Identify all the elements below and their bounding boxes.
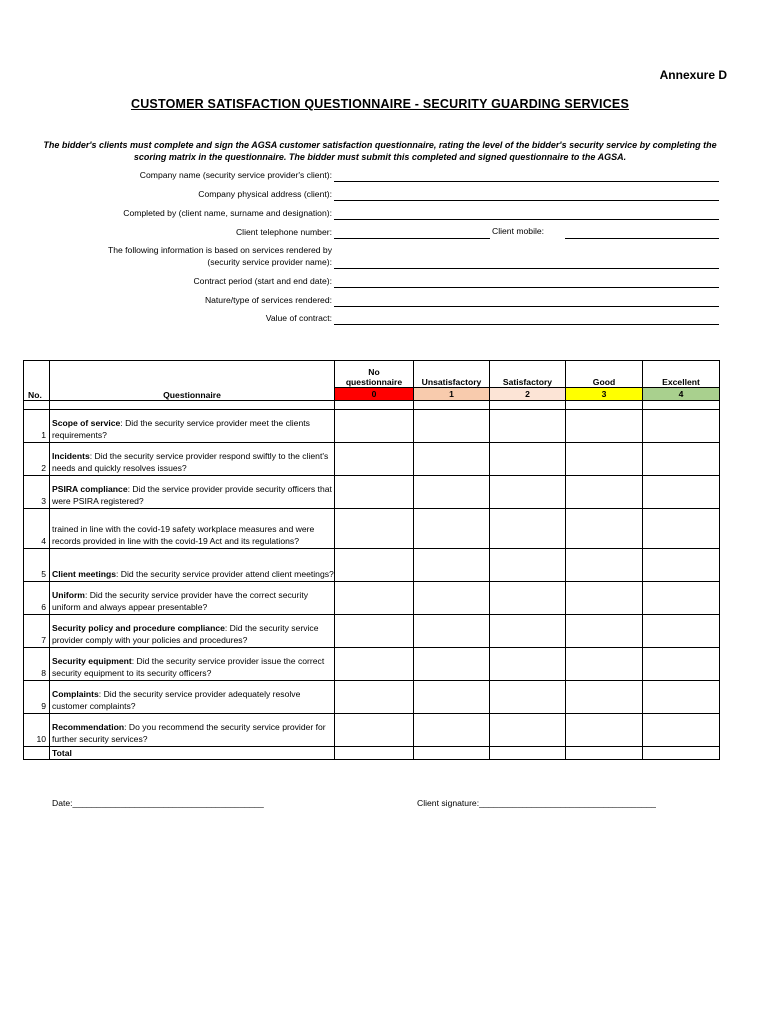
question-text [50,443,335,476]
score-badge-4: 4 [643,388,720,401]
table-row [24,615,720,648]
question-text [50,681,335,714]
completed-by-field[interactable] [334,219,719,220]
score-cell[interactable] [414,549,490,582]
client-mobile-field[interactable] [565,238,719,239]
score-cell[interactable] [566,714,643,747]
score-cell[interactable] [414,443,490,476]
spacer-cell [643,401,720,410]
question-topic: Uniform [52,590,85,600]
question-topic: Security policy and procedure compliance [52,623,225,633]
question-body: : Do you recommend the security service provider for further security services? [52,722,326,744]
company-name-field[interactable] [334,181,719,182]
table-row [24,681,720,714]
question-text [50,615,335,648]
score-cell[interactable] [414,410,490,443]
rating-header-satisfactory: Satisfactory [490,361,566,388]
score-cell[interactable] [566,443,643,476]
rating-header-line1: No [368,367,380,377]
question-body: : Did the security service provider meet the clients requirements? [52,418,310,440]
contract-period-label: Contract period (start and end date): [193,276,332,286]
company-name-label: Company name (security service provider's client): [139,170,332,180]
score-cell[interactable] [566,410,643,443]
service-provider-name-field[interactable] [334,268,719,269]
table-row [24,714,720,747]
score-cell[interactable] [566,681,643,714]
score-cell[interactable] [335,443,414,476]
question-number: 3 [24,476,50,509]
nature-of-services-label: Nature/type of services rendered: [204,295,332,305]
question-topic: Recommendation [52,722,125,732]
question-body: : Did the security service provider have the correct security uniform and always appear presentable? [52,590,309,612]
rating-header-no-questionnaire [335,361,414,388]
rating-header-good: Good [566,361,643,388]
question-body: : Did the security service provider adequately resolve customer complaints? [52,689,301,711]
client-signature-line[interactable]: Client signature:_____________________________________ [417,798,656,808]
question-body: : Did the security service provider issue the correct security equipment to its security officers? [52,656,325,678]
intro-instructions: The bidder's clients must complete and sign the AGSA customer satisfaction questionnaire, rating the level of the bidder's security service by completing the scoring matrix in the questionnaire. The bidder must submit this completed and signed questionnaire to the AGSA. [43,140,717,162]
client-telephone-label: Client telephone number: [235,227,332,237]
score-cell[interactable] [643,410,720,443]
score-cell[interactable] [643,443,720,476]
spacer-cell [335,401,414,410]
contract-value-field[interactable] [334,324,719,325]
client-mobile-label: Client mobile: [492,226,545,236]
question-body: : Did the security service provider attend client meetings? [116,568,334,579]
no-column-header: No. [24,361,50,401]
spacer-cell [490,401,566,410]
question-body: trained in line with the covid-19 safety workplace measures and were records provided in line with the covid-19 Act and its regulations? [52,524,315,546]
score-cell[interactable] [414,509,490,549]
rating-header-excellent: Excellent [643,361,720,388]
score-cell[interactable] [643,615,720,648]
question-text [50,509,335,549]
score-cell[interactable] [643,509,720,549]
rating-header-line2: questionnaire [345,377,403,387]
total-score-cell[interactable] [490,747,566,760]
score-cell[interactable] [566,615,643,648]
question-number: 5 [24,549,50,582]
question-text [50,582,335,615]
question-number: 8 [24,648,50,681]
question-topic: Scope of service [52,418,121,428]
score-cell[interactable] [490,615,566,648]
table-row [24,509,720,549]
table-row [24,549,720,582]
spacer-cell [24,401,50,410]
score-cell[interactable] [414,714,490,747]
company-address-field[interactable] [334,200,719,201]
company-address-label: Company physical address (client): [198,189,332,199]
score-cell[interactable] [643,681,720,714]
score-cell[interactable] [335,615,414,648]
date-signature-line[interactable]: Date:________________________________________ [52,798,264,808]
question-text [50,549,335,582]
score-cell[interactable] [490,582,566,615]
question-text [50,476,335,509]
table-row [24,443,720,476]
score-cell[interactable] [566,549,643,582]
client-telephone-field[interactable] [334,238,490,239]
question-body: : Did the security service provider comply with your policies and procedures? [52,623,319,645]
score-cell[interactable] [414,615,490,648]
score-cell[interactable] [566,582,643,615]
question-topic: PSIRA compliance [52,484,128,494]
contract-value-label: Value of contract: [265,313,332,323]
question-text [50,648,335,681]
questionnaire-column-header: Questionnaire [50,361,335,401]
question-number: 10 [24,714,50,747]
total-score-cell[interactable] [335,747,414,760]
question-body: : Did the security service provider respond swiftly to the client's needs and quickly resolves issues? [52,451,329,473]
score-cell[interactable] [335,509,414,549]
questions-body [24,410,720,747]
score-cell[interactable] [566,509,643,549]
table-row [24,648,720,681]
score-cell[interactable] [490,714,566,747]
question-number: 7 [24,615,50,648]
services-rendered-label [108,244,332,268]
score-cell[interactable] [335,549,414,582]
spacer-cell [414,401,490,410]
score-cell[interactable] [643,476,720,509]
score-cell[interactable] [643,714,720,747]
services-rendered-label-line2: (security service provider name): [207,257,332,267]
score-cell[interactable] [490,410,566,443]
contract-period-field[interactable] [334,287,719,288]
total-no-cell [24,747,50,760]
question-body: : Did the service provider provide security officers that were PSIRA registered? [52,484,332,506]
score-cell[interactable] [335,714,414,747]
score-badge-2: 2 [490,388,566,401]
table-row [24,410,720,443]
score-cell[interactable] [335,410,414,443]
score-cell[interactable] [566,648,643,681]
score-cell[interactable] [490,443,566,476]
score-cell[interactable] [643,582,720,615]
table-row [24,582,720,615]
score-cell[interactable] [335,582,414,615]
table-row [24,476,720,509]
score-cell[interactable] [490,681,566,714]
annexure-label: Annexure D [659,68,727,82]
total-score-cell[interactable] [414,747,490,760]
question-number: 1 [24,410,50,443]
score-cell[interactable] [414,582,490,615]
score-cell[interactable] [414,476,490,509]
question-text [50,714,335,747]
score-cell[interactable] [335,648,414,681]
spacer-cell [566,401,643,410]
score-cell[interactable] [414,681,490,714]
score-cell[interactable] [414,648,490,681]
nature-of-services-field[interactable] [334,306,719,307]
completed-by-label: Completed by (client name, surname and designation): [123,208,332,218]
score-cell[interactable] [490,476,566,509]
score-cell[interactable] [335,476,414,509]
question-topic: Client meetings [52,568,116,579]
total-row [24,747,720,760]
score-badge-1: 1 [414,388,490,401]
score-badge-3: 3 [566,388,643,401]
score-cell[interactable] [335,681,414,714]
question-topic: Security equipment [52,656,132,666]
total-score-cell[interactable] [566,747,643,760]
question-number: 2 [24,443,50,476]
document-title: CUSTOMER SATISFACTION QUESTIONNAIRE - SECURITY GUARDING SERVICES [130,97,630,111]
spacer-cell [50,401,335,410]
question-number: 6 [24,582,50,615]
score-cell[interactable] [490,549,566,582]
services-rendered-label-line1: The following information is based on services rendered by [107,245,332,255]
question-topic: Incidents [52,451,90,461]
total-label: Total [50,747,335,760]
table-spacer-row [24,401,720,410]
score-cell[interactable] [566,476,643,509]
score-cell[interactable] [490,509,566,549]
question-text [50,410,335,443]
score-cell[interactable] [490,648,566,681]
score-cell[interactable] [643,549,720,582]
questionnaire-table [23,360,720,760]
question-number: 4 [24,509,50,549]
score-badge-0: 0 [335,388,414,401]
score-cell[interactable] [643,648,720,681]
rating-header-unsatisfactory: Unsatisfactory [414,361,490,388]
question-number: 9 [24,681,50,714]
question-topic: Complaints [52,689,99,699]
total-score-cell[interactable] [643,747,720,760]
